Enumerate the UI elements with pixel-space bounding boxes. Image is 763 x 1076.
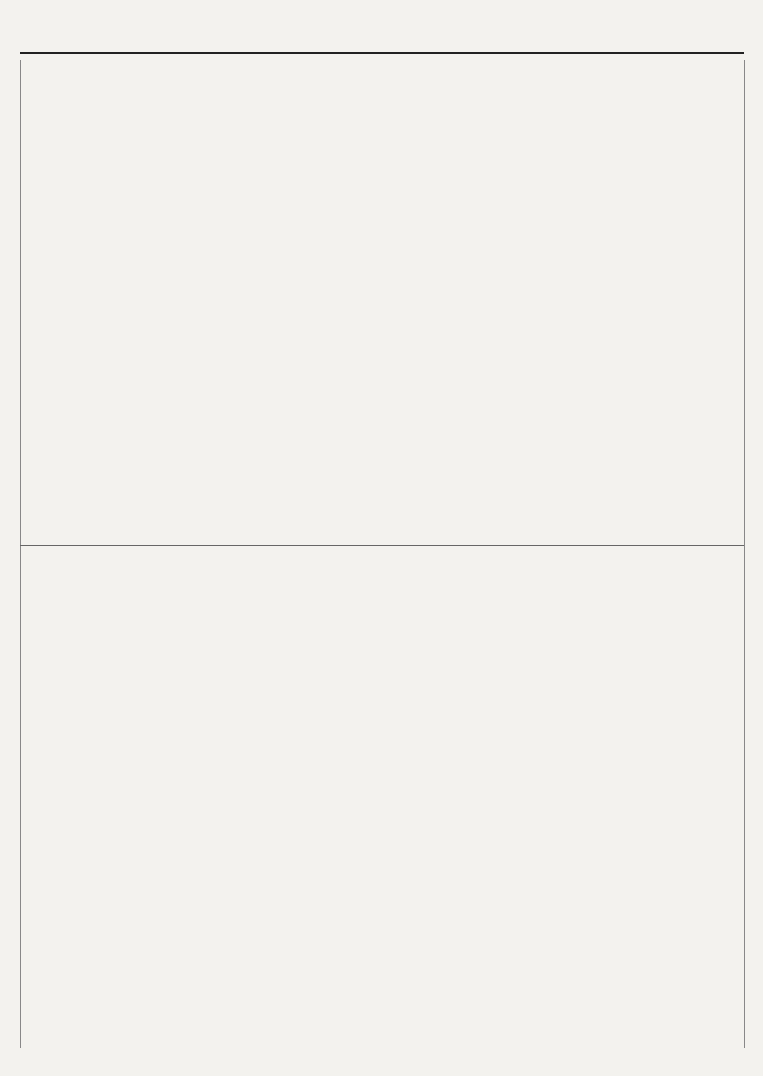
left-rule	[20, 60, 21, 1048]
page-header	[20, 14, 744, 54]
upper-text-block	[30, 62, 732, 538]
section-divider	[20, 545, 744, 546]
right-rule	[744, 60, 745, 1048]
lower-text-block	[30, 554, 732, 1048]
